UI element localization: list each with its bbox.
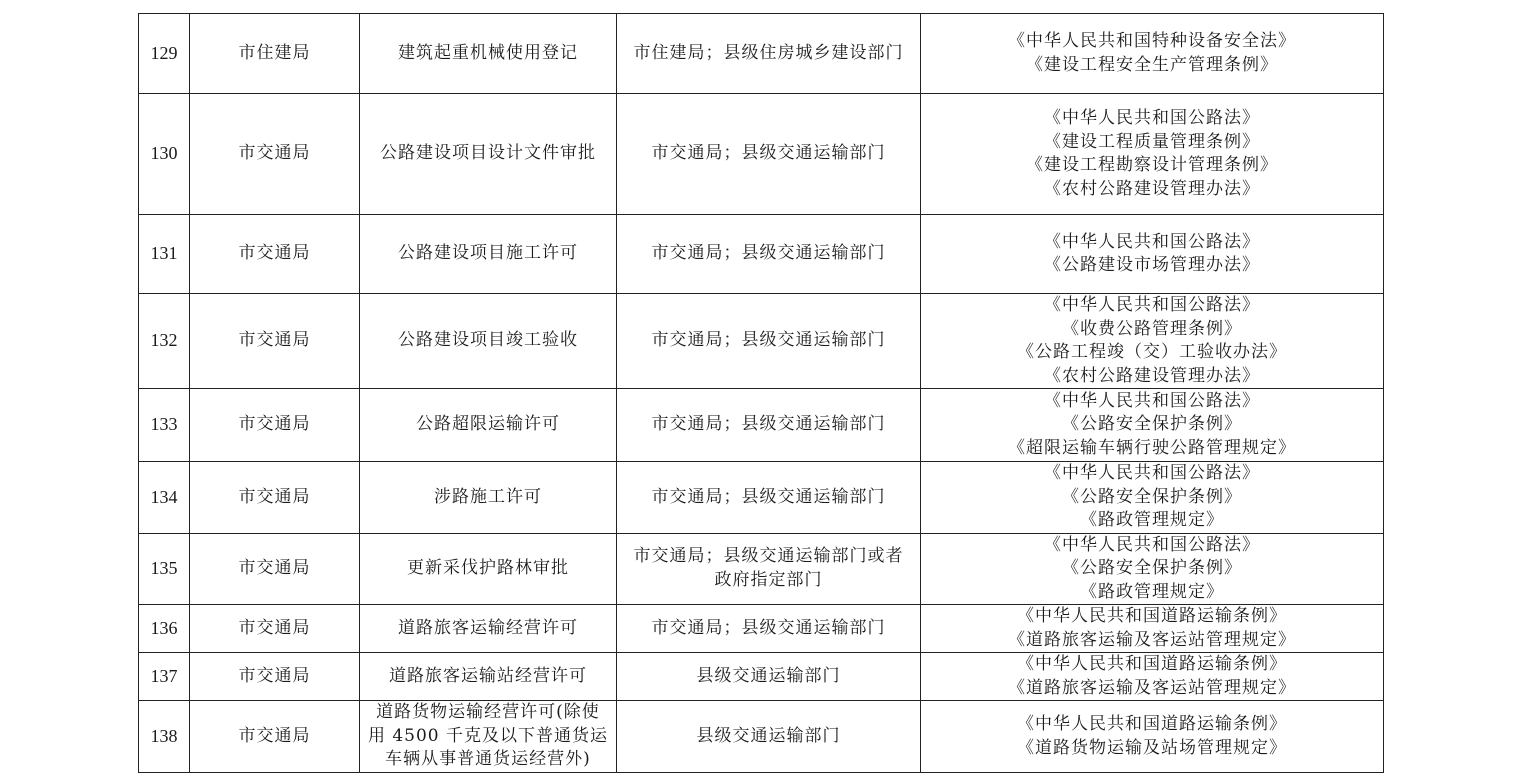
implementing-body-cell-line: 市交通局；县级交通运输部门 xyxy=(651,486,886,507)
legal-basis-cell-line: 《中华人民共和国公路法》 xyxy=(1044,534,1260,555)
legal-basis-cell xyxy=(921,389,1384,462)
legal-basis-cell-line: 《道路旅客运输及客运站管理规定》 xyxy=(1008,629,1296,650)
implementing-body-cell-line: 市住建局；县级住房城乡建设部门 xyxy=(633,42,904,63)
implementing-body-cell-line: 县级交通运输部门 xyxy=(696,725,841,746)
row-number: 136 xyxy=(139,605,190,653)
implementing-body-cell xyxy=(617,533,921,605)
approval-item-cell xyxy=(360,701,617,773)
approval-item-cell xyxy=(360,294,617,389)
approval-item-cell-line: 车辆从事普通货运经营外) xyxy=(385,749,591,770)
permit-table xyxy=(138,13,1384,773)
table-row xyxy=(139,215,1384,294)
approval-item-cell-line: 道路旅客运输经营许可 xyxy=(398,617,578,638)
row-number: 134 xyxy=(139,462,190,534)
legal-basis-cell-line: 《公路工程竣（交）工验收办法》 xyxy=(1017,342,1287,362)
implementing-body-cell xyxy=(617,701,921,773)
department-cell: 市交通局 xyxy=(190,653,360,701)
legal-basis-cell-line: 《中华人民共和国道路运输条例》 xyxy=(1017,606,1287,626)
legal-basis-cell-line: 《超限运输车辆行驶公路管理规定》 xyxy=(1008,437,1296,458)
legal-basis-cell xyxy=(921,605,1384,653)
row-number: 137 xyxy=(139,653,190,701)
table-row xyxy=(139,533,1384,605)
legal-basis-cell-line: 《中华人民共和国公路法》 xyxy=(1044,108,1260,128)
department-cell: 市交通局 xyxy=(190,701,360,773)
approval-item-cell-line: 涉路施工许可 xyxy=(434,486,542,507)
legal-basis-cell-line: 《农村公路建设管理办法》 xyxy=(1044,365,1260,386)
legal-basis-cell-line: 《收费公路管理条例》 xyxy=(1062,318,1242,339)
row-number: 138 xyxy=(139,701,190,773)
approval-item-cell xyxy=(360,653,617,701)
legal-basis-cell xyxy=(921,653,1384,701)
table-row xyxy=(139,94,1384,215)
legal-basis-cell-line: 《路政管理规定》 xyxy=(1080,510,1224,530)
legal-basis-cell xyxy=(921,294,1384,389)
row-number: 129 xyxy=(139,14,190,94)
approval-item-cell-line: 公路建设项目施工许可 xyxy=(398,243,578,264)
implementing-body-cell xyxy=(617,14,921,94)
approval-item-cell xyxy=(360,215,617,294)
implementing-body-cell-line: 市交通局；县级交通运输部门 xyxy=(651,617,886,638)
department-cell: 市交通局 xyxy=(190,215,360,294)
implementing-body-cell-line: 政府指定部门 xyxy=(714,569,823,590)
legal-basis-cell xyxy=(921,462,1384,534)
table-row xyxy=(139,389,1384,462)
implementing-body-cell xyxy=(617,653,921,701)
implementing-body-cell xyxy=(617,294,921,389)
implementing-body-cell-line: 市交通局；县级交通运输部门 xyxy=(651,243,886,264)
implementing-body-cell xyxy=(617,94,921,215)
implementing-body-cell-line: 市交通局；县级交通运输部门 xyxy=(651,414,886,435)
legal-basis-cell-line: 《中华人民共和国道路运输条例》 xyxy=(1017,714,1287,734)
row-number: 132 xyxy=(139,294,190,389)
legal-basis-cell-line: 《公路建设市场管理办法》 xyxy=(1044,255,1260,275)
legal-basis-cell-line: 《农村公路建设管理办法》 xyxy=(1044,178,1260,199)
department-cell: 市交通局 xyxy=(190,94,360,215)
row-number: 135 xyxy=(139,533,190,605)
implementing-body-cell-line: 市交通局；县级交通运输部门 xyxy=(651,143,886,164)
approval-item-cell-line: 道路旅客运输站经营许可 xyxy=(389,665,587,686)
implementing-body-cell-line: 市交通局；县级交通运输部门 xyxy=(651,330,886,351)
implementing-body-cell xyxy=(617,215,921,294)
approval-item-cell-line: 公路建设项目设计文件审批 xyxy=(380,143,596,164)
department-cell: 市交通局 xyxy=(190,294,360,389)
department-cell: 市住建局 xyxy=(190,14,360,94)
implementing-body-cell-line: 市交通局；县级交通运输部门或者 xyxy=(633,546,904,567)
legal-basis-cell xyxy=(921,14,1384,94)
legal-basis-cell-line: 《道路旅客运输及客运站管理规定》 xyxy=(1008,677,1296,698)
legal-basis-cell-line: 《中华人民共和国道路运输条例》 xyxy=(1017,654,1287,674)
approval-item-cell xyxy=(360,533,617,605)
approval-item-cell-line: 更新采伐护路林审批 xyxy=(407,558,569,578)
row-number: 131 xyxy=(139,215,190,294)
legal-basis-cell-line: 《公路安全保护条例》 xyxy=(1062,414,1242,435)
table-row xyxy=(139,605,1384,653)
department-cell: 市交通局 xyxy=(190,533,360,605)
approval-item-cell xyxy=(360,389,617,462)
legal-basis-cell xyxy=(921,94,1384,215)
legal-basis-cell-line: 《中华人民共和国公路法》 xyxy=(1044,390,1260,411)
implementing-body-cell xyxy=(617,462,921,534)
table-row xyxy=(139,462,1384,534)
row-number: 130 xyxy=(139,94,190,215)
approval-item-cell-line: 建筑起重机械使用登记 xyxy=(398,42,578,63)
approval-item-cell-line: 用 4500 千克及以下普通货运 xyxy=(367,725,609,746)
legal-basis-cell-line: 《公路安全保护条例》 xyxy=(1062,558,1242,578)
legal-basis-cell-line: 《中华人民共和国公路法》 xyxy=(1044,295,1260,315)
table-row xyxy=(139,701,1384,773)
approval-item-cell-line: 公路超限运输许可 xyxy=(416,414,560,435)
legal-basis-cell-line: 《中华人民共和国公路法》 xyxy=(1044,463,1260,483)
department-cell: 市交通局 xyxy=(190,462,360,534)
implementing-body-cell-line: 县级交通运输部门 xyxy=(696,665,841,686)
approval-item-cell xyxy=(360,94,617,215)
row-number: 133 xyxy=(139,389,190,462)
table-row xyxy=(139,14,1384,94)
department-cell: 市交通局 xyxy=(190,389,360,462)
table-row xyxy=(139,653,1384,701)
legal-basis-cell-line: 《公路安全保护条例》 xyxy=(1062,486,1242,507)
legal-basis-cell-line: 《中华人民共和国特种设备安全法》 xyxy=(1008,31,1296,51)
permit-table-body xyxy=(139,14,1384,773)
approval-item-cell xyxy=(360,605,617,653)
approval-item-cell-line: 公路建设项目竣工验收 xyxy=(398,330,578,351)
legal-basis-cell xyxy=(921,701,1384,773)
legal-basis-cell-line: 《路政管理规定》 xyxy=(1080,581,1224,602)
approval-item-cell-line: 道路货物运输经营许可(除使 xyxy=(376,702,600,723)
legal-basis-cell xyxy=(921,215,1384,294)
approval-item-cell xyxy=(360,14,617,94)
table-row xyxy=(139,294,1384,389)
legal-basis-cell xyxy=(921,533,1384,605)
legal-basis-cell-line: 《道路货物运输及站场管理规定》 xyxy=(1017,737,1287,758)
legal-basis-cell-line: 《建设工程安全生产管理条例》 xyxy=(1026,54,1278,75)
legal-basis-cell-line: 《建设工程质量管理条例》 xyxy=(1044,131,1260,152)
implementing-body-cell xyxy=(617,389,921,462)
department-cell: 市交通局 xyxy=(190,605,360,653)
implementing-body-cell xyxy=(617,605,921,653)
legal-basis-cell-line: 《建设工程勘察设计管理条例》 xyxy=(1026,155,1278,175)
approval-item-cell xyxy=(360,462,617,534)
legal-basis-cell-line: 《中华人民共和国公路法》 xyxy=(1044,231,1260,252)
